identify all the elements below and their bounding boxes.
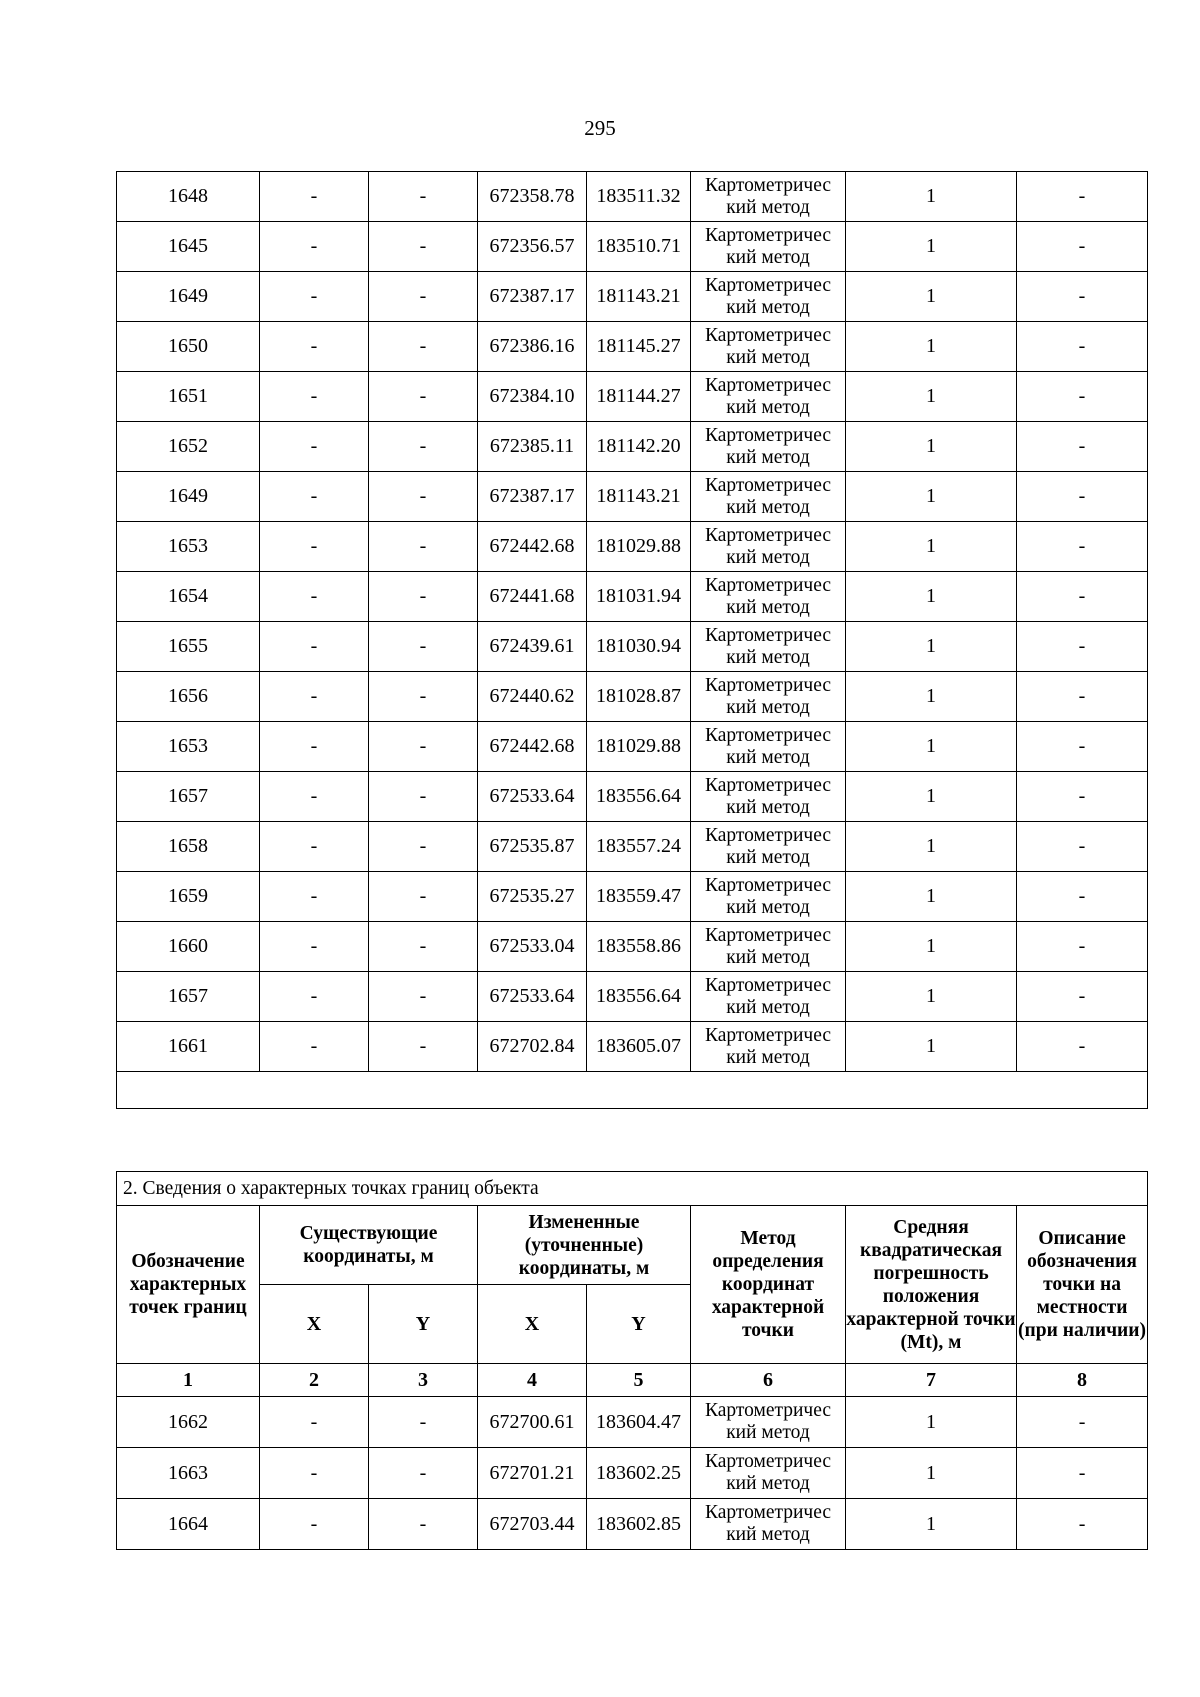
cell-existing-y: - (369, 572, 478, 622)
cell-description: - (1017, 272, 1148, 322)
cell-point: 1652 (117, 422, 260, 472)
cell-mt: 1 (846, 522, 1017, 572)
header-existing-coordinates: Существующие координаты, м (260, 1206, 478, 1285)
method-line: Картометричес (704, 774, 832, 796)
method-line: Картометричес (704, 1024, 832, 1046)
column-number: 6 (691, 1364, 846, 1397)
cell-description: - (1017, 972, 1148, 1022)
cell-y: 183604.47 (587, 1397, 691, 1448)
cell-existing-y: - (369, 422, 478, 472)
cell-mt: 1 (846, 1397, 1017, 1448)
cell-existing-y: - (369, 922, 478, 972)
method-line: кий метод (726, 1046, 810, 1068)
cell-existing-x: - (260, 272, 369, 322)
cell-method (691, 722, 846, 772)
cell-method (691, 422, 846, 472)
cell-description: - (1017, 172, 1148, 222)
method-line: Картометричес (704, 374, 832, 396)
method-line: кий метод (726, 496, 810, 518)
method-line: Картометричес (704, 1502, 832, 1523)
method-line: Картометричес (704, 874, 832, 896)
header-point-designation: Обозначение характерных точек границ (117, 1206, 260, 1364)
table-row (117, 472, 1148, 522)
cell-method (691, 472, 846, 522)
cell-mt: 1 (846, 472, 1017, 522)
cell-existing-x: - (260, 472, 369, 522)
table-row (117, 672, 1148, 722)
cell-description: - (1017, 1022, 1148, 1072)
cell-y: 181144.27 (587, 372, 691, 422)
cell-x: 672703.44 (478, 1499, 587, 1550)
cell-existing-y: - (369, 722, 478, 772)
cell-existing-x: - (260, 622, 369, 672)
cell-point: 1659 (117, 872, 260, 922)
cell-method (691, 922, 846, 972)
cell-existing-y: - (369, 172, 478, 222)
cell-y: 183605.07 (587, 1022, 691, 1072)
cell-method (691, 1448, 846, 1499)
cell-description: - (1017, 672, 1148, 722)
cell-point: 1657 (117, 772, 260, 822)
table-row (117, 822, 1148, 872)
cell-y: 183557.24 (587, 822, 691, 872)
cell-x: 672441.68 (478, 572, 587, 622)
table-row (117, 622, 1148, 672)
cell-point: 1663 (117, 1448, 260, 1499)
cell-description: - (1017, 422, 1148, 472)
column-number: 1 (117, 1364, 260, 1397)
table-row (117, 522, 1148, 572)
cell-method (691, 222, 846, 272)
column-number: 3 (369, 1364, 478, 1397)
table-row (117, 922, 1148, 972)
cell-x: 672535.87 (478, 822, 587, 872)
cell-point: 1660 (117, 922, 260, 972)
cell-point: 1653 (117, 722, 260, 772)
cell-mt: 1 (846, 1448, 1017, 1499)
cell-method (691, 672, 846, 722)
cell-x: 672535.27 (478, 872, 587, 922)
cell-mt: 1 (846, 622, 1017, 672)
cell-existing-x: - (260, 522, 369, 572)
cell-y: 181143.21 (587, 272, 691, 322)
cell-existing-y: - (369, 522, 478, 572)
cell-existing-y: - (369, 672, 478, 722)
cell-y: 181142.20 (587, 422, 691, 472)
cell-existing-y: - (369, 1448, 478, 1499)
cell-existing-x: - (260, 1448, 369, 1499)
method-line: Картометричес (704, 274, 832, 296)
method-line: кий метод (726, 1473, 810, 1494)
column-numbers-row (117, 1364, 1148, 1397)
table-row (117, 422, 1148, 472)
header-changed-coordinates: Измененные (уточненные) координаты, м (478, 1206, 691, 1285)
method-line: Картометричес (704, 924, 832, 946)
cell-method (691, 1499, 846, 1550)
method-line: кий метод (726, 996, 810, 1018)
table-row (117, 722, 1148, 772)
cell-x: 672384.10 (478, 372, 587, 422)
cell-existing-x: - (260, 572, 369, 622)
cell-existing-x: - (260, 822, 369, 872)
cell-x: 672439.61 (478, 622, 587, 672)
cell-y: 181143.21 (587, 472, 691, 522)
cell-x: 672533.64 (478, 772, 587, 822)
method-line: кий метод (726, 546, 810, 568)
table-row (117, 972, 1148, 1022)
cell-method (691, 272, 846, 322)
cell-existing-y: - (369, 222, 478, 272)
cell-method (691, 572, 846, 622)
method-line: Картометричес (704, 574, 832, 596)
cell-method (691, 522, 846, 572)
cell-y: 183511.32 (587, 172, 691, 222)
header-method: Метод определения координат характерной точки (691, 1206, 846, 1364)
cell-x: 672385.11 (478, 422, 587, 472)
method-line: кий метод (726, 946, 810, 968)
cell-existing-x: - (260, 872, 369, 922)
table-row (117, 1448, 1148, 1499)
cell-description: - (1017, 872, 1148, 922)
cell-point: 1654 (117, 572, 260, 622)
method-line: Картометричес (704, 174, 832, 196)
method-line: кий метод (726, 196, 810, 218)
cell-y: 183602.25 (587, 1448, 691, 1499)
cell-mt: 1 (846, 422, 1017, 472)
cell-point: 1649 (117, 472, 260, 522)
cell-y: 181030.94 (587, 622, 691, 672)
method-line: Картометричес (704, 724, 832, 746)
cell-x: 672387.17 (478, 472, 587, 522)
cell-point: 1651 (117, 372, 260, 422)
boundary-points-table (116, 1171, 1148, 1550)
cell-method (691, 172, 846, 222)
table-row (117, 1499, 1148, 1550)
method-line: кий метод (726, 696, 810, 718)
header-mean-square-error: Средняя квадратическая погрешность положения характерной точки (Mt), м (846, 1206, 1017, 1364)
method-line: кий метод (726, 1422, 810, 1443)
cell-mt: 1 (846, 172, 1017, 222)
table-2-body (117, 1397, 1148, 1550)
cell-x: 672356.57 (478, 222, 587, 272)
header-changed-x: X (478, 1285, 587, 1364)
table-caption: 2. Сведения о характерных точках границ объекта (117, 1172, 1148, 1206)
cell-existing-x: - (260, 922, 369, 972)
method-line: кий метод (726, 746, 810, 768)
method-line: Картометричес (704, 974, 832, 996)
column-number: 5 (587, 1364, 691, 1397)
cell-x: 672442.68 (478, 522, 587, 572)
cell-existing-x: - (260, 372, 369, 422)
cell-mt: 1 (846, 372, 1017, 422)
cell-point: 1657 (117, 972, 260, 1022)
cell-x: 672702.84 (478, 1022, 587, 1072)
cell-description: - (1017, 472, 1148, 522)
cell-method (691, 822, 846, 872)
cell-x: 672701.21 (478, 1448, 587, 1499)
cell-x: 672533.04 (478, 922, 587, 972)
cell-x: 672386.16 (478, 322, 587, 372)
cell-point: 1655 (117, 622, 260, 672)
cell-existing-y: - (369, 1397, 478, 1448)
cell-method (691, 372, 846, 422)
method-line: Картометричес (704, 624, 832, 646)
cell-mt: 1 (846, 1022, 1017, 1072)
cell-existing-y: - (369, 372, 478, 422)
cell-mt: 1 (846, 272, 1017, 322)
cell-y: 183559.47 (587, 872, 691, 922)
cell-y: 183558.86 (587, 922, 691, 972)
page-number: 295 (584, 116, 616, 140)
cell-description: - (1017, 922, 1148, 972)
method-line: Картометричес (704, 1451, 832, 1472)
method-line: Картометричес (704, 424, 832, 446)
cell-mt: 1 (846, 1499, 1017, 1550)
cell-y: 183602.85 (587, 1499, 691, 1550)
cell-mt: 1 (846, 672, 1017, 722)
cell-existing-x: - (260, 772, 369, 822)
cell-description: - (1017, 622, 1148, 672)
table-1-body (117, 172, 1148, 1109)
cell-point: 1664 (117, 1499, 260, 1550)
method-line: кий метод (726, 846, 810, 868)
cell-existing-y: - (369, 1499, 478, 1550)
cell-description: - (1017, 1499, 1148, 1550)
table-row (117, 322, 1148, 372)
cell-point: 1656 (117, 672, 260, 722)
method-line: Картометричес (704, 474, 832, 496)
cell-y: 181029.88 (587, 522, 691, 572)
table-row (117, 872, 1148, 922)
cell-x: 672442.68 (478, 722, 587, 772)
method-line: Картометричес (704, 324, 832, 346)
cell-existing-x: - (260, 1397, 369, 1448)
empty-cell (117, 1072, 1148, 1109)
cell-mt: 1 (846, 772, 1017, 822)
method-line: кий метод (726, 396, 810, 418)
method-line: кий метод (726, 796, 810, 818)
table-row (117, 172, 1148, 222)
method-line: Картометричес (704, 224, 832, 246)
cell-existing-y: - (369, 322, 478, 372)
method-line: Картометричес (704, 824, 832, 846)
cell-existing-x: - (260, 222, 369, 272)
cell-existing-y: - (369, 772, 478, 822)
table-row (117, 222, 1148, 272)
method-line: кий метод (726, 896, 810, 918)
cell-y: 181028.87 (587, 672, 691, 722)
cell-method (691, 772, 846, 822)
method-line: кий метод (726, 646, 810, 668)
method-line: Картометричес (704, 524, 832, 546)
cell-description: - (1017, 772, 1148, 822)
method-line: кий метод (726, 446, 810, 468)
cell-point: 1648 (117, 172, 260, 222)
header-changed-y: Y (587, 1285, 691, 1364)
method-line: кий метод (726, 1524, 810, 1545)
cell-y: 183556.64 (587, 772, 691, 822)
cell-existing-x: - (260, 972, 369, 1022)
cell-existing-x: - (260, 1499, 369, 1550)
cell-x: 672440.62 (478, 672, 587, 722)
cell-description: - (1017, 322, 1148, 372)
cell-mt: 1 (846, 222, 1017, 272)
cell-y: 181031.94 (587, 572, 691, 622)
cell-method (691, 972, 846, 1022)
column-number: 2 (260, 1364, 369, 1397)
cell-description: - (1017, 822, 1148, 872)
header-description: Описание обозначения точки на местности (при наличии) (1017, 1206, 1148, 1364)
cell-existing-y: - (369, 872, 478, 922)
cell-description: - (1017, 222, 1148, 272)
cell-existing-y: - (369, 272, 478, 322)
method-line: Картометричес (704, 674, 832, 696)
cell-mt: 1 (846, 972, 1017, 1022)
cell-existing-x: - (260, 422, 369, 472)
header-existing-x: X (260, 1285, 369, 1364)
column-number: 7 (846, 1364, 1017, 1397)
table-row (117, 1022, 1148, 1072)
cell-description: - (1017, 572, 1148, 622)
cell-point: 1661 (117, 1022, 260, 1072)
cell-x: 672387.17 (478, 272, 587, 322)
empty-row (117, 1072, 1148, 1109)
method-line: кий метод (726, 346, 810, 368)
method-line: Картометричес (704, 1400, 832, 1421)
cell-existing-y: - (369, 972, 478, 1022)
column-number: 8 (1017, 1364, 1148, 1397)
cell-existing-x: - (260, 672, 369, 722)
cell-mt: 1 (846, 872, 1017, 922)
cell-x: 672533.64 (478, 972, 587, 1022)
table-row (117, 372, 1148, 422)
cell-point: 1649 (117, 272, 260, 322)
method-line: кий метод (726, 246, 810, 268)
cell-mt: 1 (846, 722, 1017, 772)
table-row (117, 272, 1148, 322)
cell-existing-x: - (260, 1022, 369, 1072)
method-line: кий метод (726, 296, 810, 318)
cell-method (691, 322, 846, 372)
method-line: кий метод (726, 596, 810, 618)
cell-x: 672700.61 (478, 1397, 587, 1448)
cell-method (691, 622, 846, 672)
cell-mt: 1 (846, 572, 1017, 622)
coordinates-table-continued (116, 171, 1148, 1109)
cell-method (691, 872, 846, 922)
cell-method (691, 1397, 846, 1448)
cell-mt: 1 (846, 822, 1017, 872)
cell-mt: 1 (846, 322, 1017, 372)
cell-existing-y: - (369, 1022, 478, 1072)
cell-point: 1653 (117, 522, 260, 572)
table-row (117, 572, 1148, 622)
cell-point: 1650 (117, 322, 260, 372)
cell-mt: 1 (846, 922, 1017, 972)
cell-existing-y: - (369, 622, 478, 672)
cell-existing-x: - (260, 172, 369, 222)
table-row (117, 772, 1148, 822)
cell-x: 672358.78 (478, 172, 587, 222)
cell-y: 181029.88 (587, 722, 691, 772)
cell-y: 183510.71 (587, 222, 691, 272)
cell-description: - (1017, 1448, 1148, 1499)
cell-point: 1662 (117, 1397, 260, 1448)
table-row (117, 1397, 1148, 1448)
cell-existing-y: - (369, 472, 478, 522)
cell-point: 1645 (117, 222, 260, 272)
cell-existing-x: - (260, 322, 369, 372)
cell-description: - (1017, 1397, 1148, 1448)
cell-y: 181145.27 (587, 322, 691, 372)
cell-description: - (1017, 522, 1148, 572)
cell-method (691, 1022, 846, 1072)
cell-description: - (1017, 372, 1148, 422)
cell-existing-y: - (369, 822, 478, 872)
cell-point: 1658 (117, 822, 260, 872)
header-existing-y: Y (369, 1285, 478, 1364)
cell-description: - (1017, 722, 1148, 772)
column-number: 4 (478, 1364, 587, 1397)
cell-y: 183556.64 (587, 972, 691, 1022)
cell-existing-x: - (260, 722, 369, 772)
